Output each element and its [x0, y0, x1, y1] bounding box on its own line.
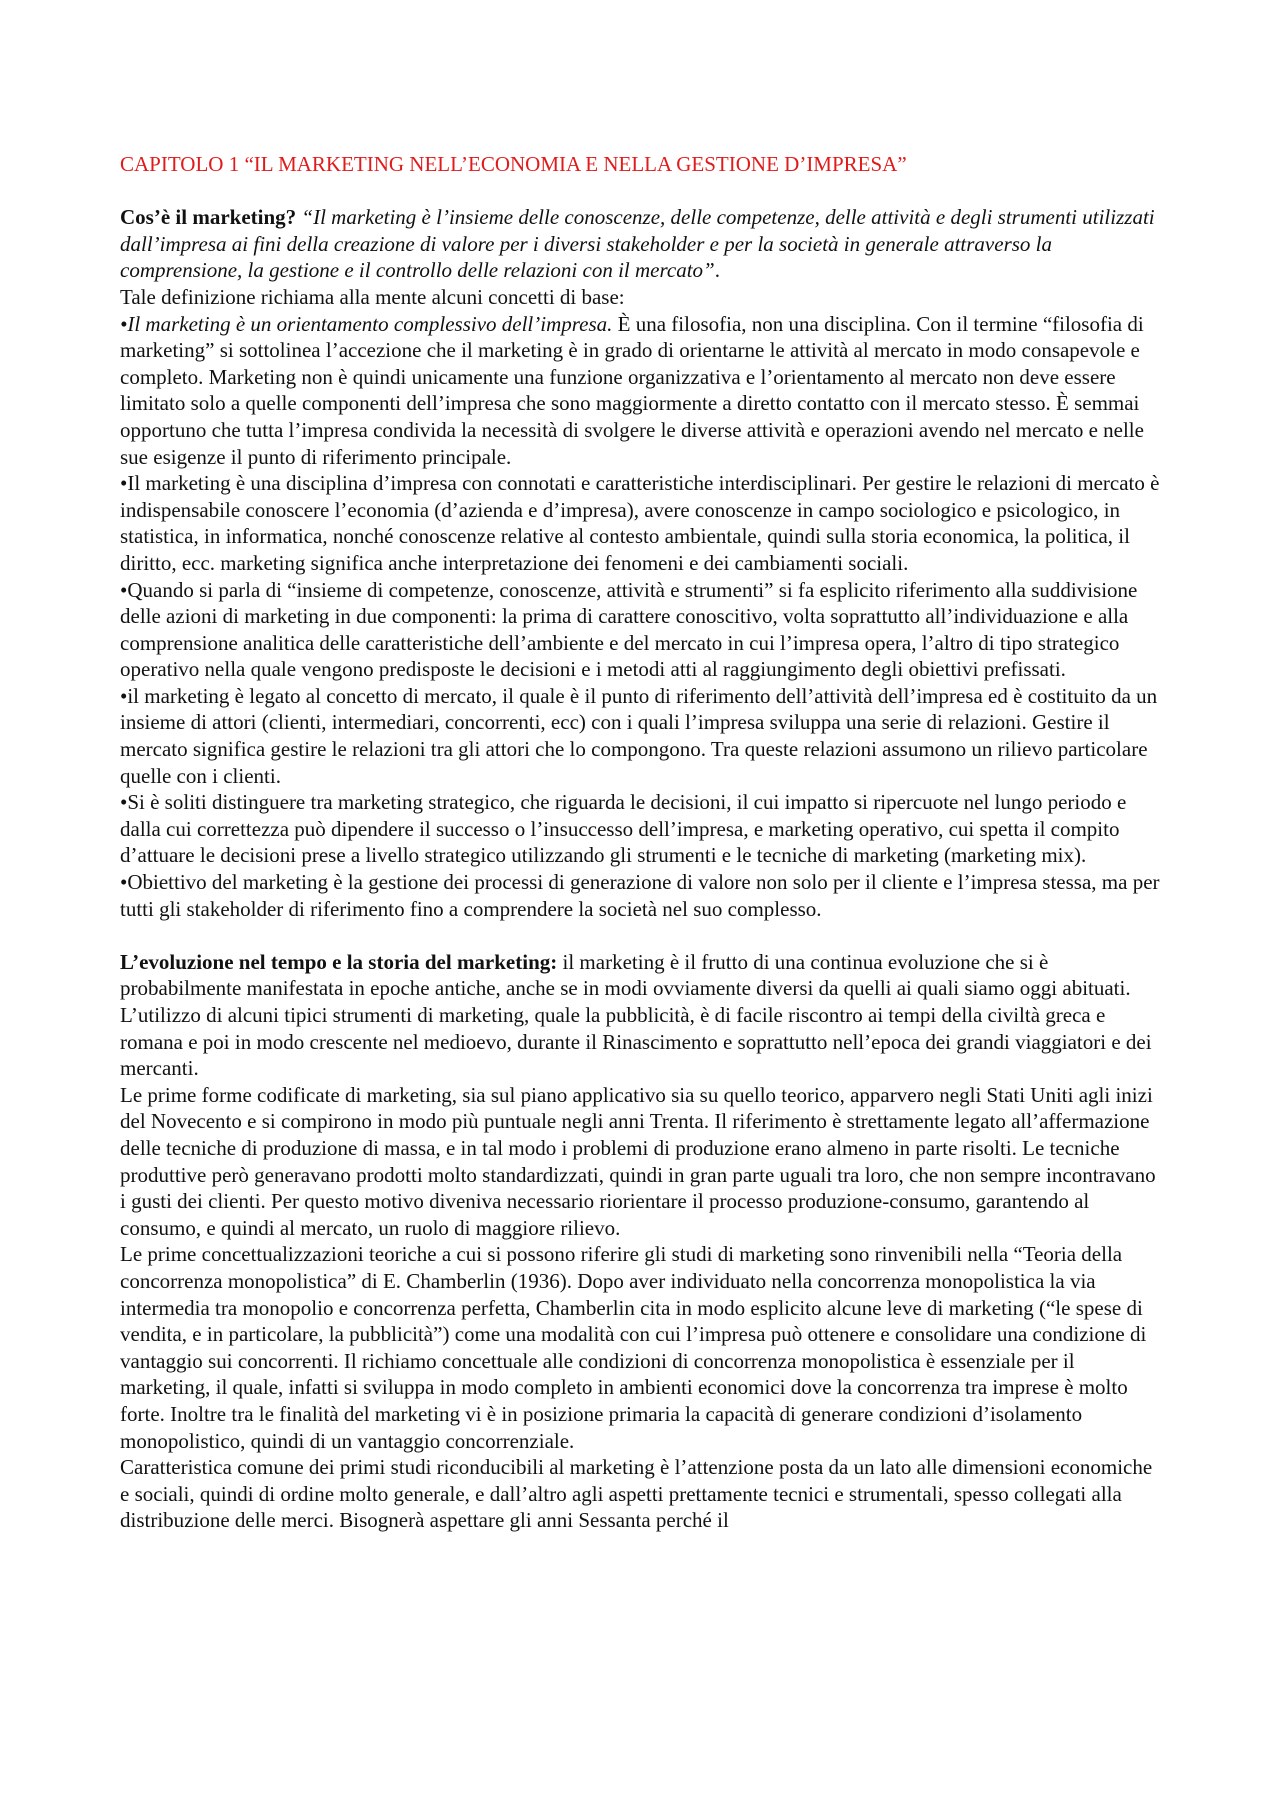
concepts-intro: Tale definizione richiama alla mente alcuni concetti di base: [120, 284, 625, 309]
bullet-market: •il marketing è legato al concetto di mercato, il quale è il punto di riferimento dell’attività dell’impresa ed è costituito da un insieme di attori (clienti, intermediari, concorrenti, ecc) con i quali l’impresa sviluppa una serie di relazioni. Gestire il mercato significa gestire le relazioni tra gli attori che lo compongono. Tra queste relazioni assumono un rilievo particolare quelle con i clienti. [120, 683, 1158, 788]
bullet-orientation-italic: •Il marketing è un orientamento complessivo dell’impresa. [120, 311, 613, 336]
bullet-strategic-operative: •Si è soliti distinguere tra marketing strategico, che riguarda le decisioni, il cui impatto si ripercuote nel lungo periodo e dalla cui correttezza può dipendere il successo o l’insuccesso dell’impresa, e marketing operativo, cui spetta il compito d’attuare le decisioni prese a livello strategico utilizzando gli strumenti e le tecniche di marketing (marketing mix). [120, 790, 1127, 868]
evolution-text: il marketing è il frutto di una continua evoluzione che si è probabilmente manifestata in epoche antiche, anche se in modi ovviamente diversi da quelli ai quali siamo oggi abituati. L’utilizzo di alcuni tipici strumenti di marketing, quale la pubblicità, è di facile riscontro ai tempi della civiltà greca e romana e poi in modo crescente nel medioevo, durante il Rinascimento e soprattutto nell’epoca dei grandi viaggiatori e dei mercanti. [120, 949, 1152, 1081]
chapter-title: CAPITOLO 1 “IL MARKETING NELL’ECONOMIA E NELLA GESTIONE D’IMPRESA” [120, 152, 907, 176]
blank-line [120, 922, 1160, 949]
section-heading-what-is-marketing: Cos’è il marketing? [120, 205, 297, 230]
bullet-orientation-text: È una filosofia, non una disciplina. Con il termine “filosofia di marketing” si sottolinea l’accezione che il marketing è in grado di orientarne le attività al mercato in modo consapevole e completo. Marketing non è quindi unicamente una funzione organizzativa e l’orientamento al mercato non deve essere limitato solo a quelle componenti dell’impresa che sono maggiormente a diretto contatto con il mercato stesso. È semmai opportuno che tutta l’impresa condivida la necessità di svolgere le diverse attività e operazioni avendo nel mercato e nelle sue esigenze il punto di riferimento principale. [120, 311, 1144, 469]
definition-period: . [714, 258, 720, 283]
bullet-interdisciplinary: •Il marketing è una disciplina d’impresa con connotati e caratteristiche interdisciplinari. Per gestire le relazioni di mercato è indispensabile conoscere l’economia (d’azienda e d’impresa), avere conoscenze in campo sociologico e psicologico, in statistica, in informatica, nonché conoscenze relative al contesto ambientale, quindi sulla storia economica, la politica, il diritto, ecc. marketing significa anche interpretazione dei fenomeni e dei cambiamenti sociali. [120, 471, 1160, 575]
definition-paragraph [120, 204, 1160, 284]
bullet-objective: •Obiettivo del marketing è la gestione dei processi di generazione di valore non solo per il cliente e l’impresa stessa, ma per tutti gli stakeholder di riferimento fino a comprendere la società nel suo complesso. [120, 870, 1160, 921]
document-body [120, 151, 1160, 1534]
paragraph-common-features: Caratteristica comune dei primi studi riconducibili al marketing è l’attenzione posta da un lato alle dimensioni economiche e sociali, quindi di ordine molto generale, e dall’altro agli aspetti prettamente tecnici e strumentali, spesso collegati alla distribuzione delle merci. Bisognerà aspettare gli anni Sessanta perché il [120, 1455, 1153, 1533]
bullet-competences: •Quando si parla di “insieme di competenze, conoscenze, attività e strumenti” si fa esplicito riferimento alla suddivisione delle azioni di marketing in due componenti: la prima di carattere conoscitivo, volta soprattutto all’individuazione e alla comprensione analitica delle caratteristiche dell’ambiente e del mercato in cui l’impresa opera, l’altro di tipo strategico operativo nella quale vengono predisposte le decisioni e i metodi atti al raggiungimento degli obiettivi prefissati. [120, 577, 1138, 682]
marketing-definition-quote: “Il marketing è l’insieme delle conoscenze, delle competenze, delle attività e degli strumenti utilizzati dall’impresa ai fini della creazione di valore per i diversi stakeholder e per la società in generale attraverso la comprensione, la gestione e il controllo delle relazioni con il mercato” [120, 205, 1155, 283]
blank-line [120, 178, 1160, 205]
paragraph-chamberlin: Le prime concettualizzazioni teoriche a cui si possono riferire gli studi di marketing sono rinvenibili nella “Teoria della concorrenza monopolistica” di E. Chamberlin (1936). Dopo aver individuato nella concorrenza monopolistica la via intermedia tra monopolio e concorrenza perfetta, Chamberlin cita in modo esplicito alcune leve di marketing (“le spese di vendita, e in particolare, la pubblicità”) come una modalità con cui l’impresa può ottenere e consolidare una condizione di vantaggio sui concorrenti. Il richiamo concettuale alle condizioni di concorrenza monopolistica è essenziale per il marketing, il quale, infatti si sviluppa in modo completo in ambienti economici dove la concorrenza tra imprese è molto forte. Inoltre tra le finalità del marketing vi è in posizione primaria la capacità di generare condizioni d’isolamento monopolistico, quindi di un vantaggio concorrenziale. [120, 1242, 1147, 1453]
paragraph-first-forms: Le prime forme codificate di marketing, sia sul piano applicativo sia su quello teorico, apparvero negli Stati Uniti agli inizi del Novecento e si compirono in modo più puntuale negli anni Trenta. Il riferimento è strettamente legato all’affermazione delle tecniche di produzione di massa, e in tal modo i problemi di produzione erano almeno in parte risolti. Le tecniche produttive però generavano prodotti molto standardizzati, quindi in gran parte uguali tra loro, che non sempre incontravano i gusti dei clienti. Per questo motivo diveniva necessario riorientare il processo produzione-consumo, garantendo al consumo, e quindi al mercato, un ruolo di maggiore rilievo. [120, 1082, 1156, 1240]
section-heading-evolution: L’evoluzione nel tempo e la storia del marketing: [120, 949, 558, 974]
evolution-paragraph [120, 949, 1160, 1082]
bullet-orientation [120, 311, 1160, 471]
